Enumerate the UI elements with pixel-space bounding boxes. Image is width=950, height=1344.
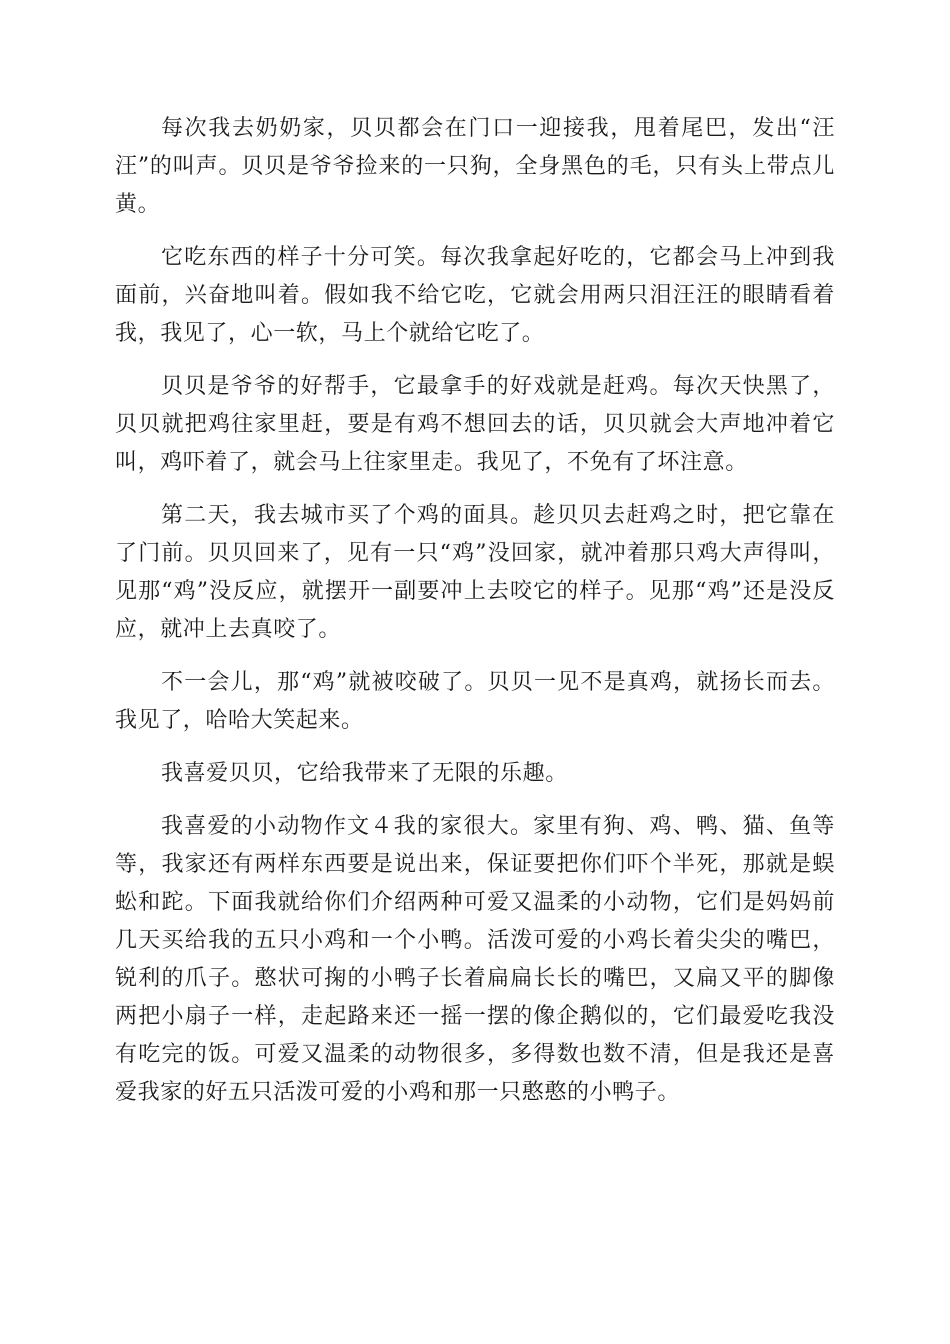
paragraph-7: 我喜爱的小动物作文４我的家很大。家里有狗、鸡、鸭、猫、鱼等等，我家还有两样东西要是说出来，保证要把你们吓个半死，那就是蜈蚣和跎。下面我就给你们介绍两种可爱又温柔的小动物，它们是妈妈前几天买给我的五只小鸡和一个小鸭。活泼可爱的小鸡长着尖尖的嘴巴，锐利的爪子。憨状可掬的小鸭子长着扁扁长长的嘴巴，又扁又平的脚像两把小扇子一样，走起路来还一摇一摆的像企鹅似的，它们最爱吃我没有吃完的饭。可爱又温柔的动物很多，多得数也数不清，但是我还是喜爱我家的好五只活泼可爱的小鸡和那一只憨憨的小鸭子。 (115, 814, 835, 1105)
paragraph-5: 不一会儿，那“鸡”就被咬破了。贝贝一见不是真鸡，就扬长而去。我见了，哈哈大笑起来。 (115, 670, 835, 733)
paragraph-2: 它吃东西的样子十分可笑。每次我拿起好吃的，它都会马上冲到我面前，兴奋地叫着。假如我不给它吃，它就会用两只泪汪汪的眼睛看着我，我见了，心一软，马上个就给它吃了。 (115, 245, 835, 346)
paragraph-3: 贝贝是爷爷的好帮手，它最拿手的好戏就是赶鸡。每次天快黑了，贝贝就把鸡往家里赶，要是有鸡不想回去的话，贝贝就会大声地冲着它叫，鸡吓着了，就会马上往家里走。我见了，不免有了坏注意。 (115, 374, 835, 475)
document-body (115, 110, 835, 1127)
paragraph-4: 第二天，我去城市买了个鸡的面具。趁贝贝去赶鸡之时，把它靠在了门前。贝贝回来了，见有一只“鸡”没回家，就冲着那只鸡大声得叫，见那“鸡”没反应，就摆开一副要冲上去咬它的样子。见那“鸡”还是没反应，就冲上去真咬了。 (115, 503, 835, 642)
paragraph-1: 每次我去奶奶家，贝贝都会在门口一迎接我，甩着尾巴，发出“汪汪”的叫声。贝贝是爷爷捡来的一只狗，全身黑色的毛，只有头上带点儿黄。 (115, 116, 835, 217)
paragraph-6: 我喜爱贝贝，它给我带来了无限的乐趣。 (161, 761, 568, 786)
